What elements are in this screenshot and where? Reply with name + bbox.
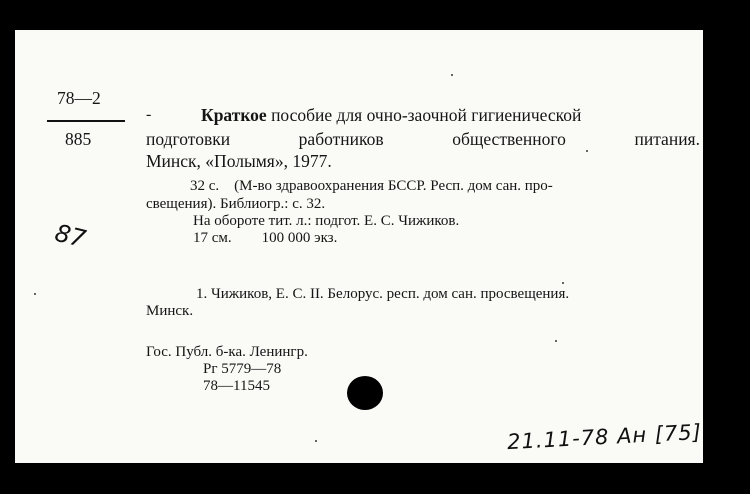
- call-number-bottom: 885: [65, 129, 92, 149]
- description-line-4: 17 см. 100 000 экз.: [193, 230, 338, 246]
- description-line-1: 32 с. (М-во здравоохранения БССР. Респ. дом сан. про-: [190, 178, 553, 194]
- ink-blot: [347, 376, 383, 410]
- speck: [34, 293, 36, 295]
- speck: [555, 340, 557, 342]
- call-number-top: 78—2: [57, 88, 101, 108]
- library-line-3: 78—11545: [203, 378, 270, 394]
- speck: [315, 440, 317, 442]
- dash-mark: -: [146, 106, 152, 123]
- call-number-divider: [47, 120, 125, 122]
- speck: [586, 150, 588, 152]
- title-word: подготовки: [146, 129, 231, 149]
- speck: [562, 282, 564, 284]
- speck: [451, 74, 453, 76]
- library-line-1: Гос. Публ. б-ка. Ленингр.: [146, 344, 308, 360]
- title-line-2: [146, 129, 700, 150]
- title-lead-word: Краткое: [201, 105, 267, 125]
- description-line-3: На обороте тит. л.: подгот. Е. С. Чижиков.: [193, 213, 460, 229]
- title-line-1: [201, 105, 581, 126]
- handwritten-side-note: 87: [52, 218, 89, 254]
- title-line-1-rest: пособие для очно-заочной гигиенической: [271, 105, 582, 125]
- entries-line-1: 1. Чижиков, Е. С. II. Белорус. респ. дом сан. просвещения.: [196, 286, 570, 302]
- title-word: питания.: [634, 129, 700, 149]
- library-line-2: Рг 5779—78: [203, 361, 282, 377]
- title-line-3: Минск, «Полымя», 1977.: [146, 151, 332, 171]
- catalog-card: [15, 30, 703, 463]
- handwritten-date: 21.11-78 Ан [75]: [506, 419, 703, 455]
- description-line-2: свещения). Библиогр.: с. 32.: [146, 196, 326, 212]
- title-word: общественного: [452, 129, 566, 149]
- entries-line-2: Минск.: [146, 303, 194, 319]
- title-word: работников: [298, 129, 384, 149]
